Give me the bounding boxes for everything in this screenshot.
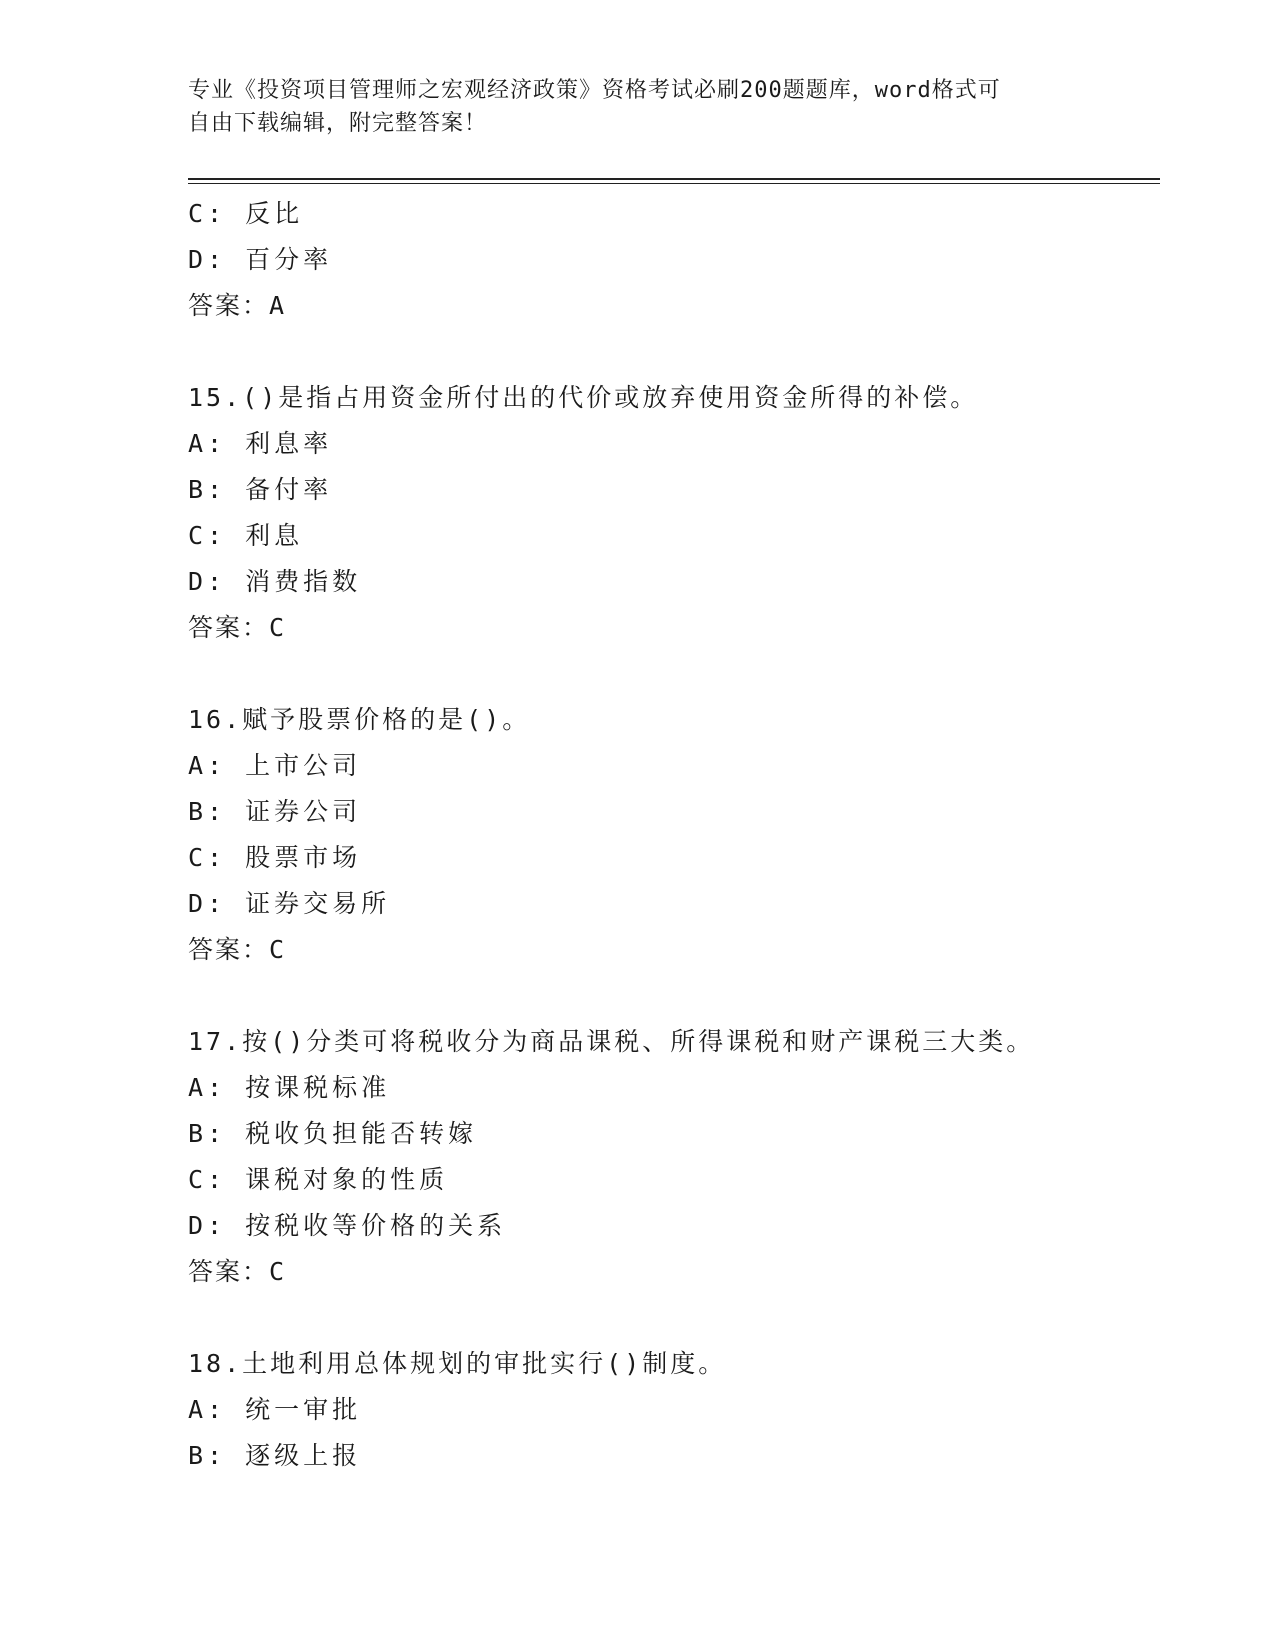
spacer [188,329,1168,375]
option-a: A: 按课税标准 [188,1073,391,1102]
answer: 答案：A [188,291,287,320]
option-a: A: 统一审批 [188,1395,362,1424]
question-stem: 18.土地利用总体规划的审批实行()制度。 [188,1349,727,1378]
spacer [188,651,1168,697]
option-d: D: 按税收等价格的关系 [188,1211,507,1240]
question-18 [188,1341,1168,1479]
answer: 答案：C [188,1257,287,1286]
option-d: D: 证券交易所 [188,889,391,918]
question-17 [188,1019,1168,1295]
option-b: B: 税收负担能否转嫁 [188,1119,478,1148]
spacer [188,1295,1168,1341]
question-stem: 17.按()分类可将税收分为商品课税、所得课税和财产课税三大类。 [188,1027,1035,1056]
question-stem: 15.()是指占用资金所付出的代价或放弃使用资金所得的补偿。 [188,383,979,412]
header-rule-thin [188,183,1160,184]
option-c: C: 利息 [188,521,304,550]
header-line-1: 专业《投资项目管理师之宏观经济政策》资格考试必刷200题题库，word格式可 [188,78,1001,103]
option-a: A: 利息率 [188,429,333,458]
question-16 [188,697,1168,973]
question-15 [188,375,1168,651]
question-list [188,191,1168,1479]
option-b: B: 逐级上报 [188,1441,362,1470]
answer: 答案：C [188,613,287,642]
option-b: B: 备付率 [188,475,333,504]
answer: 答案：C [188,935,287,964]
option-a: A: 上市公司 [188,751,362,780]
option-c: C: 课税对象的性质 [188,1165,449,1194]
option-d: D: 百分率 [188,245,333,274]
option-c: C: 股票市场 [188,843,362,872]
header-line-2: 自由下载编辑，附完整答案！ [188,111,488,136]
spacer [188,973,1168,1019]
option-b: B: 证券公司 [188,797,362,826]
header-rule-thick [188,178,1160,180]
partial-question [188,191,1168,329]
question-stem: 16.赋予股票价格的是()。 [188,705,531,734]
option-d: D: 消费指数 [188,567,362,596]
document-header [188,74,1088,140]
option-c: C: 反比 [188,199,304,228]
